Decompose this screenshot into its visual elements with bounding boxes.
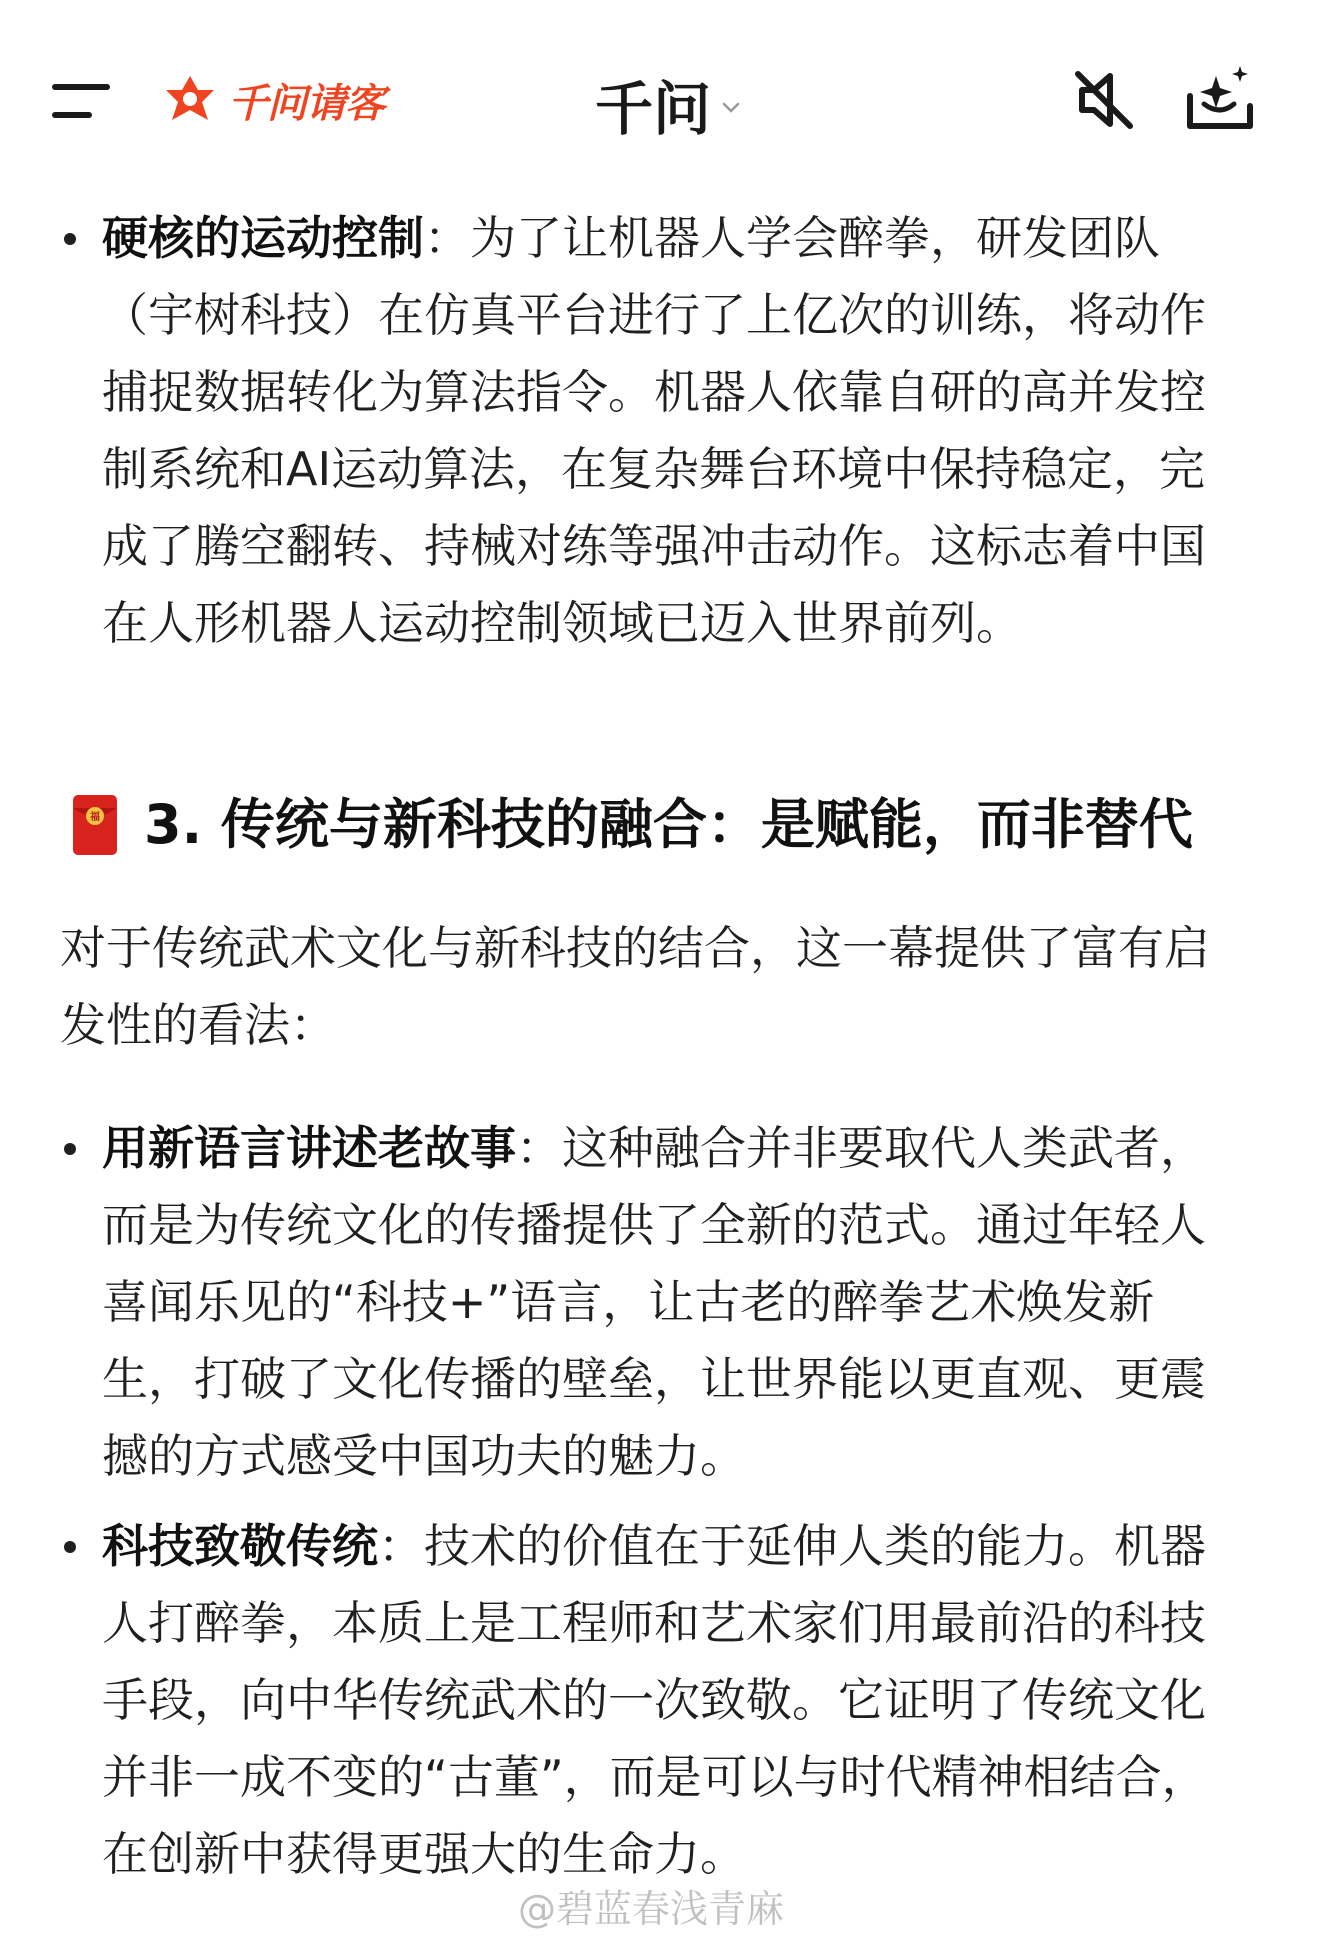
list-item (102, 1508, 1242, 1893)
list-item-title: 硬核的运动控制 (102, 211, 424, 265)
list-item-text: ：为了让机器人学会醉拳，研发团队（宇树科技）在仿真平台进行了上亿次的训练，将动作捕捉数据转化为算法指令。机器人依靠自研的高并发控制系统和AI运动算法，在复杂舞台环境中保持稳定，完成了腾空翻转、持械对练等强冲击动作。这标志着中国在人形机器人运动控制领域已迈入世界前列。 (102, 211, 1206, 650)
menu-icon[interactable] (52, 78, 114, 124)
app-title: 千问 (595, 75, 712, 143)
list-item (102, 200, 1242, 662)
chevron-down-icon (721, 100, 741, 114)
promo-text: 千问请客 (228, 80, 384, 127)
list-item-title: 科技致敬传统 (102, 1519, 378, 1573)
list-item-text: ：技术的价值在于延伸人类的能力。机器人打醉拳，本质上是工程师和艺术家们用最前沿的科技手段，向中华传统武术的一次致敬。它证明了传统文化并非一成不变的“古董”，而是可以与时代精神相结合，在创新中获得更强大的生命力。 (102, 1519, 1208, 1881)
watermark: @碧蓝春浅青麻 (518, 1887, 785, 1931)
section-heading (72, 785, 1272, 865)
top-bar (0, 0, 1320, 170)
red-envelope-icon (72, 794, 118, 856)
qianwen-logo-icon (162, 72, 218, 128)
app-title-switcher[interactable] (595, 62, 741, 146)
list-item (102, 1110, 1242, 1495)
new-chat-icon[interactable] (1182, 62, 1258, 136)
list-item-text: ：这种融合并非要取代人类武者，而是为传统文化的传播提供了全新的范式。通过年轻人喜闻乐见的“科技+”语言，让古老的醉拳艺术焕发新生，打破了文化传播的壁垒，让世界能以更直观、更震撼的方式感受中国功夫的魅力。 (102, 1121, 1206, 1483)
intro-paragraph: 对于传统武术文化与新科技的结合，这一幕提供了富有启发性的看法： (60, 921, 1210, 1052)
list-item-title: 用新语言讲述老故事 (102, 1121, 516, 1175)
svg-text:福: 福 (90, 812, 100, 823)
section-title: 3. 传统与新科技的融合：是赋能，而非替代 (144, 793, 1193, 856)
promo-banner[interactable] (162, 68, 384, 132)
mute-icon[interactable] (1068, 64, 1140, 136)
